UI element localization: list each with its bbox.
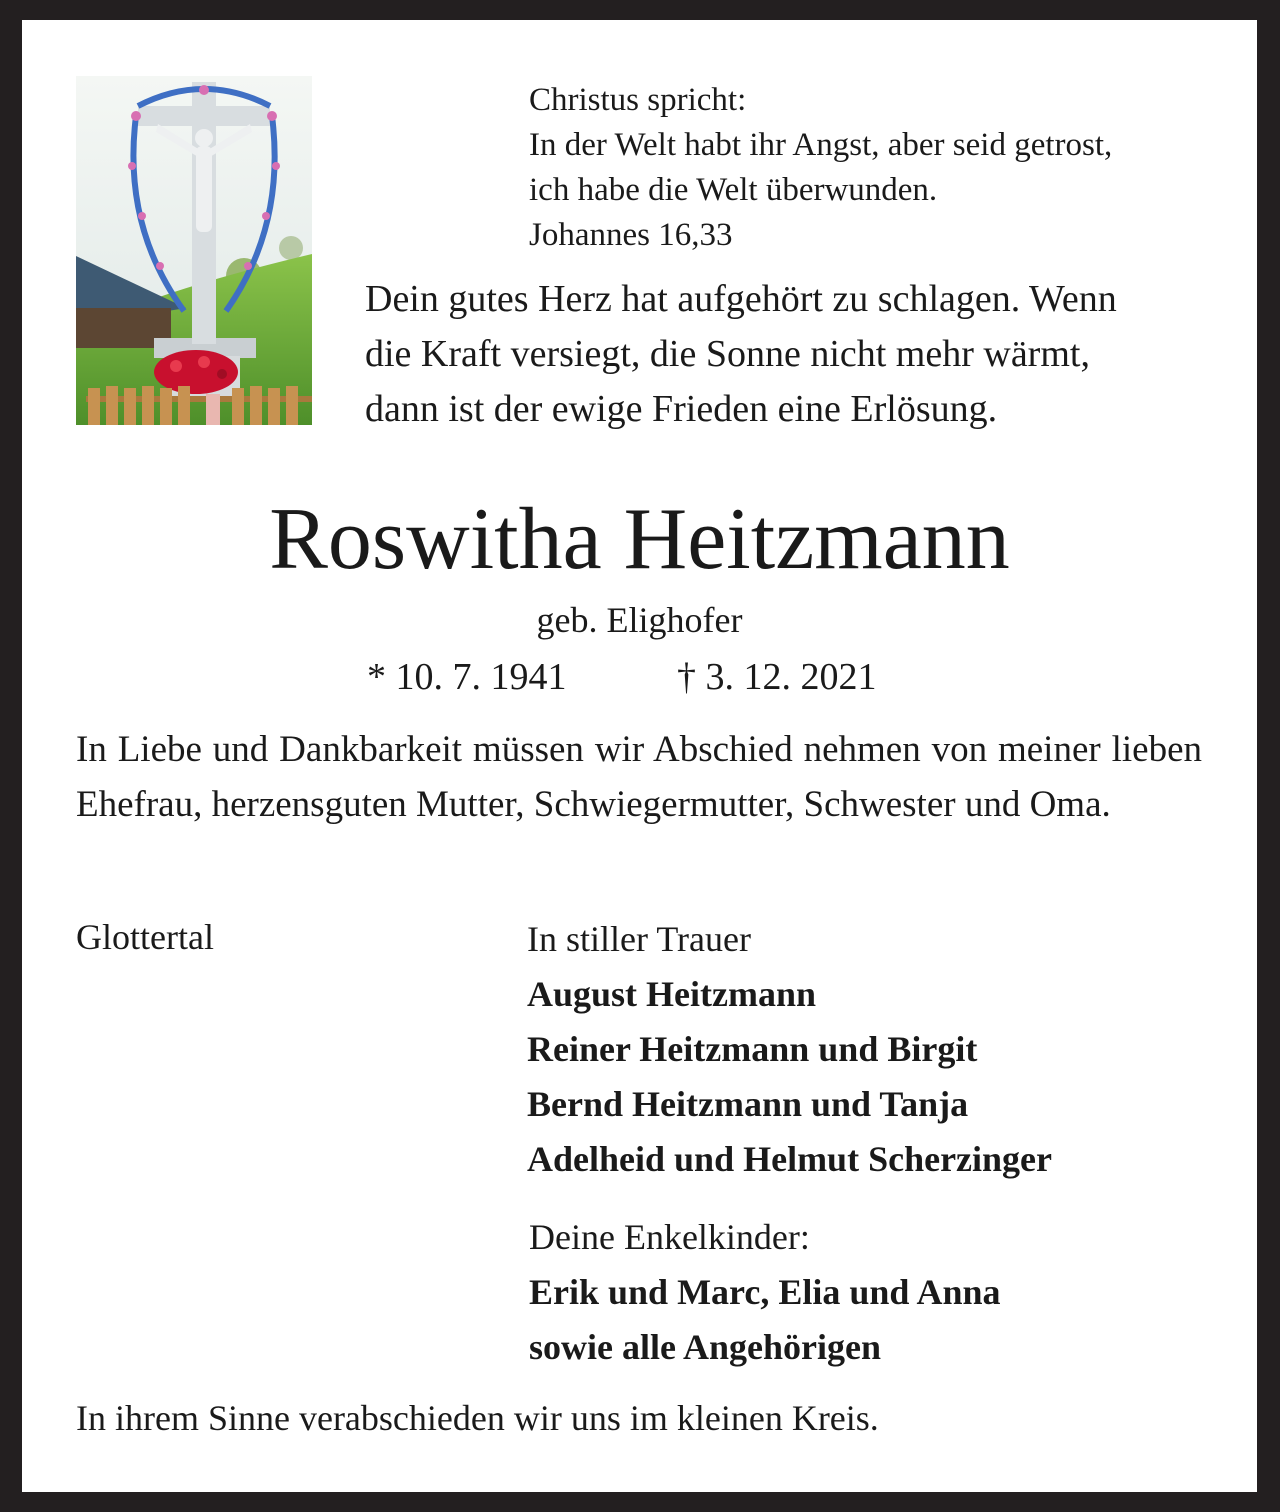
birth-name: geb. Elighofer bbox=[536, 600, 743, 640]
mourner-name: Adelheid und Helmut Scherzinger bbox=[527, 1139, 1053, 1179]
obituary-notice bbox=[22, 20, 1257, 1492]
mourner-name: Bernd Heitzmann und Tanja bbox=[527, 1084, 969, 1124]
mourners-intro: In stiller Trauer bbox=[527, 919, 751, 959]
bible-verse bbox=[529, 78, 1112, 258]
verse-line: Christus spricht: bbox=[529, 82, 747, 118]
grandchildren-names: Erik und Marc, Elia und Anna bbox=[529, 1272, 1001, 1312]
relatives-line: sowie alle Angehörigen bbox=[529, 1327, 881, 1367]
mourners-list bbox=[527, 912, 1052, 1187]
wayside-cross-photo bbox=[76, 76, 312, 425]
verse-line: In der Welt habt ihr Angst, aber seid getrost, bbox=[529, 127, 1113, 163]
death-date: † 3. 12. 2021 bbox=[677, 656, 877, 698]
poem-line: dann ist der ewige Frieden eine Erlösung. bbox=[365, 388, 998, 430]
verse-reference: Johannes 16,33 bbox=[529, 217, 733, 253]
closing-note: In ihrem Sinne verabschieden wir uns im kleinen Kreis. bbox=[76, 1398, 879, 1438]
birth-date: * 10. 7. 1941 bbox=[367, 656, 567, 698]
deceased-name: Roswitha Heitzmann bbox=[269, 491, 1010, 588]
poem-line: Dein gutes Herz hat aufgehört zu schlagen. Wenn bbox=[365, 278, 1117, 320]
farewell-message: In Liebe und Dankbarkeit müssen wir Abschied nehmen von meiner lieben Ehefrau, herzensguten Mutter, Schwiegermutter, Schwester und Oma. bbox=[76, 729, 1202, 825]
poem-line: die Kraft versiegt, die Sonne nicht mehr wärmt, bbox=[365, 333, 1090, 375]
mourner-name: Reiner Heitzmann und Birgit bbox=[527, 1029, 978, 1069]
grandchildren-intro: Deine Enkelkinder: bbox=[529, 1217, 810, 1257]
life-dates bbox=[367, 652, 877, 702]
grandchildren-list bbox=[529, 1210, 1001, 1375]
verse-line: ich habe die Welt überwunden. bbox=[529, 172, 938, 208]
memorial-poem bbox=[365, 272, 1215, 437]
mourner-name: August Heitzmann bbox=[527, 974, 817, 1014]
place-name: Glottertal bbox=[76, 917, 214, 957]
crucifix-image bbox=[76, 76, 312, 425]
